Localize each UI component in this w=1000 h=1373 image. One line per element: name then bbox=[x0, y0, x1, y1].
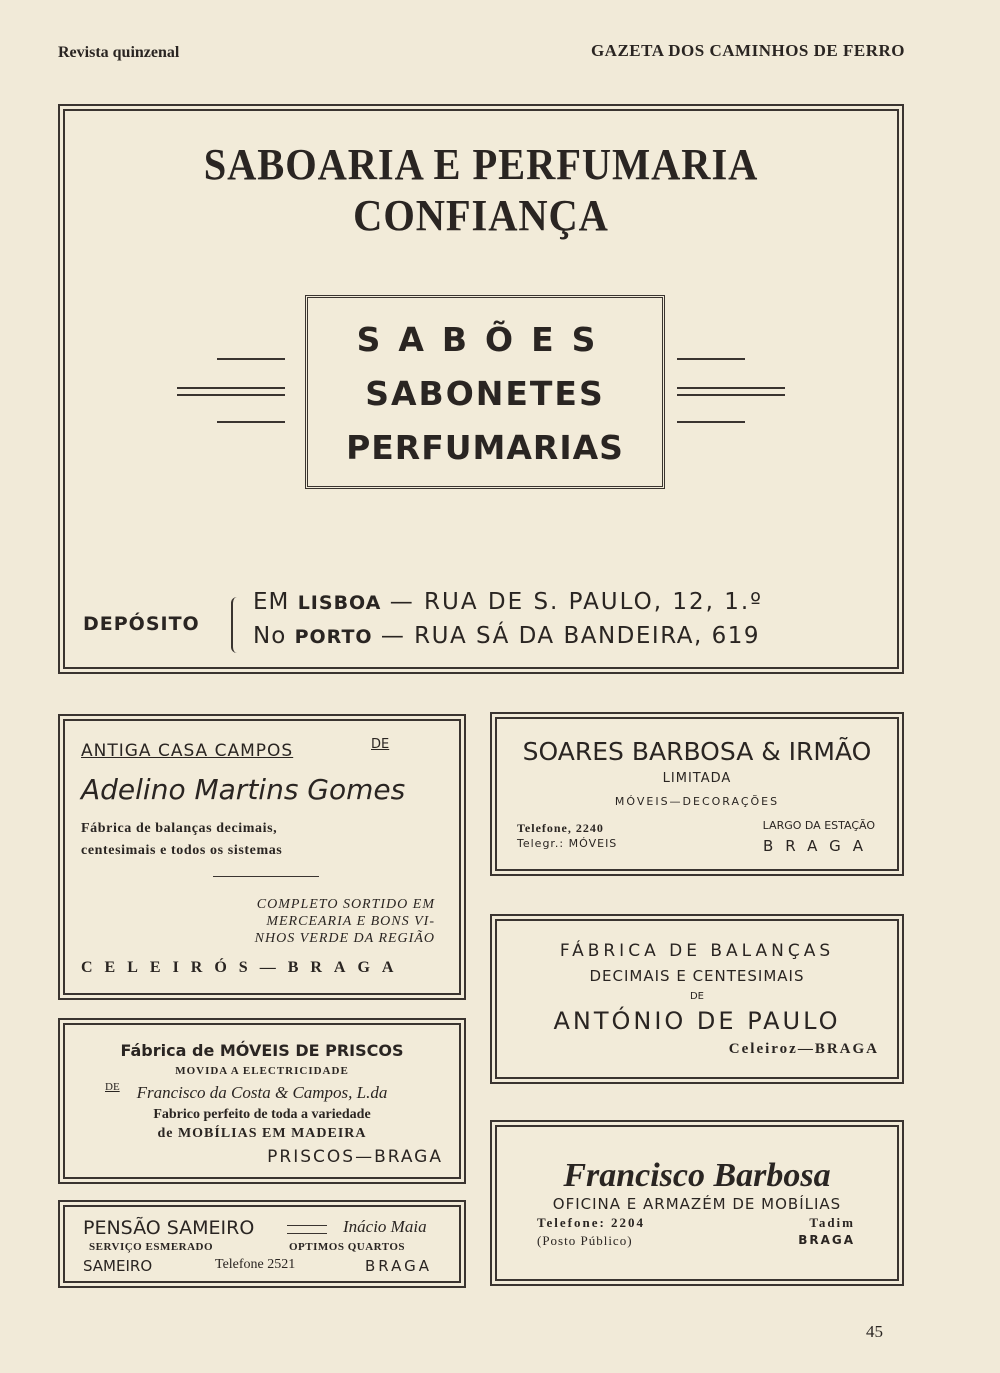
priscos-owner: Francisco da Costa & Campos, L.da bbox=[136, 1083, 388, 1102]
campos-name: Adelino Martins Gomes bbox=[81, 773, 406, 806]
campos-line1: ANTIGA CASA CAMPOS bbox=[81, 741, 294, 761]
soares-address: LARGO DA ESTAÇÃO bbox=[762, 819, 875, 832]
main-ad bbox=[58, 104, 904, 674]
soares-trade: MÓVEIS—DECORAÇÕES bbox=[614, 795, 780, 808]
lisbon-prefix: EM bbox=[253, 589, 290, 615]
ad-soares bbox=[490, 712, 904, 876]
paulo-name: ANTÓNIO DE PAULO bbox=[553, 1007, 841, 1035]
barbosa-phone: Telefone: 2204 bbox=[537, 1215, 646, 1230]
pensao-lines-ornament bbox=[287, 1225, 327, 1234]
pensao-phone: Telefone 2521 bbox=[215, 1257, 296, 1272]
barbosa-post: (Posto Público) bbox=[537, 1233, 633, 1248]
header-right: GAZETA DOS CAMINHOS DE FERRO bbox=[590, 41, 905, 60]
products-box bbox=[305, 295, 665, 489]
soares-limited: LIMITADA bbox=[662, 771, 732, 786]
deposit-lisbon bbox=[253, 589, 763, 615]
ornament-line bbox=[677, 358, 745, 360]
lisbon-city: LISBOA bbox=[297, 592, 382, 614]
ad-paulo bbox=[490, 914, 904, 1084]
priscos-line2: de MOBÍLIAS EM MADEIRA bbox=[157, 1126, 367, 1141]
porto-address: — RUA SÁ DA BANDEIRA, 619 bbox=[380, 623, 761, 649]
ornament-line bbox=[677, 421, 745, 423]
campos-extra1: COMPLETO SORTIDO EM bbox=[256, 897, 435, 912]
soares-name: SOARES BARBOSA & IRMÃO bbox=[522, 737, 872, 766]
priscos-title: Fábrica de MÓVEIS DE PRISCOS bbox=[120, 1041, 404, 1060]
deposit-label: DEPÓSITO bbox=[83, 613, 200, 635]
campos-place: CELEIRÓS—BRAGA bbox=[81, 959, 406, 976]
campos-de: DE bbox=[371, 737, 390, 752]
soares-phone: Telefone, 2240 bbox=[517, 821, 604, 835]
deposit-brace bbox=[231, 597, 241, 653]
product-soaps: SABÕES bbox=[356, 320, 614, 359]
paulo-line1: FÁBRICA DE BALANÇAS bbox=[559, 941, 835, 961]
ornament-line bbox=[677, 387, 785, 389]
paulo-line2: DECIMAIS E CENTESIMAIS bbox=[589, 967, 805, 985]
ornament-line bbox=[217, 421, 285, 423]
priscos-sub: MOVIDA A ELECTRICIDADE bbox=[175, 1065, 349, 1077]
ornament-line bbox=[177, 394, 285, 396]
main-ad-title: SABOARIA E PERFUMARIA CONFIANÇA bbox=[203, 140, 759, 240]
priscos-line1: Fabrico perfeito de toda a variedade bbox=[153, 1107, 371, 1122]
ornament-line bbox=[177, 387, 285, 389]
campos-desc1: Fábrica de balanças decimais, bbox=[81, 821, 278, 836]
soares-city: BRAGA bbox=[763, 837, 875, 855]
soares-telegr: Telegr.: MÓVEIS bbox=[517, 837, 618, 850]
pensao-city: BRAGA bbox=[365, 1257, 432, 1275]
pensao-owner: Inácio Maia bbox=[343, 1217, 427, 1236]
ad-priscos bbox=[58, 1018, 466, 1184]
ornament-line bbox=[677, 394, 785, 396]
pensao-name: PENSÃO SAMEIRO bbox=[83, 1217, 255, 1239]
porto-city: PORTO bbox=[294, 626, 373, 648]
barbosa-line1: OFICINA E ARMAZÉM DE MOBÍLIAS bbox=[552, 1195, 842, 1213]
priscos-place: PRISCOS—BRAGA bbox=[267, 1147, 443, 1167]
barbosa-city: BRAGA bbox=[798, 1233, 855, 1247]
paulo-de: DE bbox=[689, 991, 705, 1002]
header-left: Revista quinzenal bbox=[58, 44, 180, 61]
page-number: 45 bbox=[866, 1322, 883, 1341]
pensao-service: SERVIÇO ESMERADO bbox=[89, 1241, 214, 1253]
lisbon-address: — RUA DE S. PAULO, 12, 1.º bbox=[389, 589, 764, 615]
ad-pensao bbox=[58, 1200, 466, 1288]
paulo-place: Celeiroz—BRAGA bbox=[728, 1041, 879, 1057]
pensao-rooms: OPTIMOS QUARTOS bbox=[289, 1241, 406, 1253]
porto-prefix: No bbox=[253, 623, 287, 649]
campos-extra3: NHOS VERDE DA REGIÃO bbox=[254, 931, 435, 946]
barbosa-name: Francisco Barbosa bbox=[563, 1157, 831, 1194]
product-soap-bars: SABONETES bbox=[365, 374, 605, 413]
priscos-de: DE bbox=[105, 1081, 120, 1093]
campos-desc2: centesimais e todos os sistemas bbox=[81, 843, 283, 858]
campos-extra2: MERCEARIA E BONS VI- bbox=[266, 914, 435, 929]
product-perfumes: PERFUMARIAS bbox=[346, 428, 624, 467]
ad-campos bbox=[58, 714, 466, 1000]
barbosa-place: Tadim bbox=[809, 1215, 855, 1230]
ad-barbosa bbox=[490, 1120, 904, 1286]
deposit-porto bbox=[253, 623, 760, 649]
ornament-line bbox=[217, 358, 285, 360]
pensao-place: SAMEIRO bbox=[83, 1257, 153, 1275]
divider bbox=[213, 876, 319, 877]
